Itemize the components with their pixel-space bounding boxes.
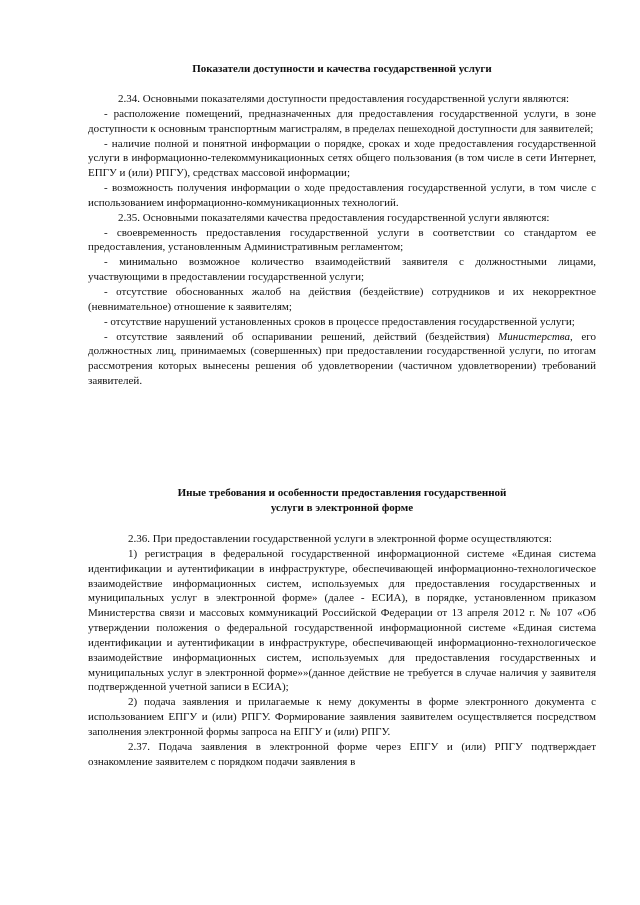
paragraph: - минимально возможное количество взаимодействий заявителя с должностными лицами, участвующими в предоставлении государственной услуги; [88, 256, 596, 284]
paragraph: - расположение помещений, предназначенных для предоставления государственной услуги, в зоне доступности к основным транспортным магистралям, в пределах пешеходной доступности для заявителей; [88, 107, 596, 135]
paragraph: - отсутствие обоснованных жалоб на действия (бездействие) сотрудников и их некорректное (невнимательное) отношение к заявителям; [88, 285, 596, 313]
section-2-body [88, 532, 596, 770]
paragraph [88, 330, 596, 389]
section-1-body [88, 92, 596, 389]
paragraph: - отсутствие нарушений установленных сроков в процессе предоставления государственной услуги; [104, 315, 575, 328]
paragraph: 1) регистрация в федеральной государственной информационной системе «Единая система идентификации и аутентификации в инфраструктуре, обеспечивающей информационно-технологическое взаимодействие информационных систем, используемых для предоставления государственных и муниципальных услуг в электронной форме» (далее - ЕСИА), в порядке, установленном приказом Министерства связи и массовых коммуникаций Российской Федерации от 13 апреля 2012 г. № 107 «Об утверждении положения о федеральной государственной информационной системе «Единая система идентификации и аутентификации в инфраструктуре, обеспечивающей информационно-технологическое взаимодействие информационных систем, используемых для предоставления государственных и муниципальных услуг в электронной форме»»(данное действие не требуется в случае наличия у заявителя подтвержденной учетной записи в ЕСИА); [88, 547, 596, 694]
paragraph: - наличие полной и понятной информации о порядке, сроках и ходе предоставления государственной услуги в информационно-телекоммуникационных сетях общего пользования (в том числе в сети Интернет, ЕПГУ и (или) РПГУ), средствах массовой информации; [88, 137, 596, 180]
section-2-heading-line-1: Иные требования и особенности предоставления государственной [177, 487, 507, 499]
paragraph-text: - отсутствие заявлений об оспаривании решений, действий (бездействия) [104, 330, 499, 343]
section-2-heading-line-2: услуги в электронной форме [270, 501, 414, 514]
section-2-heading [88, 486, 596, 516]
paragraph: 2.37. Подача заявления в электронной форме через ЕПГУ и (или) РПГУ подтверждает ознакомление заявителем с порядком подачи заявления в [88, 740, 596, 768]
section-1-heading: Показатели доступности и качества государственной услуги [192, 63, 492, 75]
paragraph: 2.34. Основными показателями доступности предоставления государственной услуги являются: [118, 93, 570, 105]
paragraph: - возможность получения информации о ходе предоставления государственной услуги, в том числе с использованием информационно-коммуникационных технологий. [88, 182, 596, 209]
paragraph: - своевременность предоставления государственной услуги в соответствии со стандартом ее предоставления, установленным Административным регламентом; [88, 226, 596, 254]
emphasized-text: Министерства [498, 330, 570, 343]
paragraph-text: , его должностных лиц, принимаемых (совершенных) при предоставлении государственной услуги, по итогам рассмотрения которых вынесены решения об удовлетворении (частичном удовлетворении) требований заявителей. [88, 330, 596, 388]
paragraph: 2) подача заявления и прилагаемые к нему документы в форме электронного документа с использованием ЕПГУ и (или) РПГУ. Формирование заявления заявителем осуществляется посредством заполнения электронной формы запроса на ЕПГУ и (или) РПГУ. [88, 696, 596, 738]
paragraph: 2.35. Основными показателями качества предоставления государственной услуги являются: [118, 211, 550, 224]
paragraph: 2.36. При предоставлении государственной услуги в электронной форме осуществляются: [128, 533, 552, 545]
